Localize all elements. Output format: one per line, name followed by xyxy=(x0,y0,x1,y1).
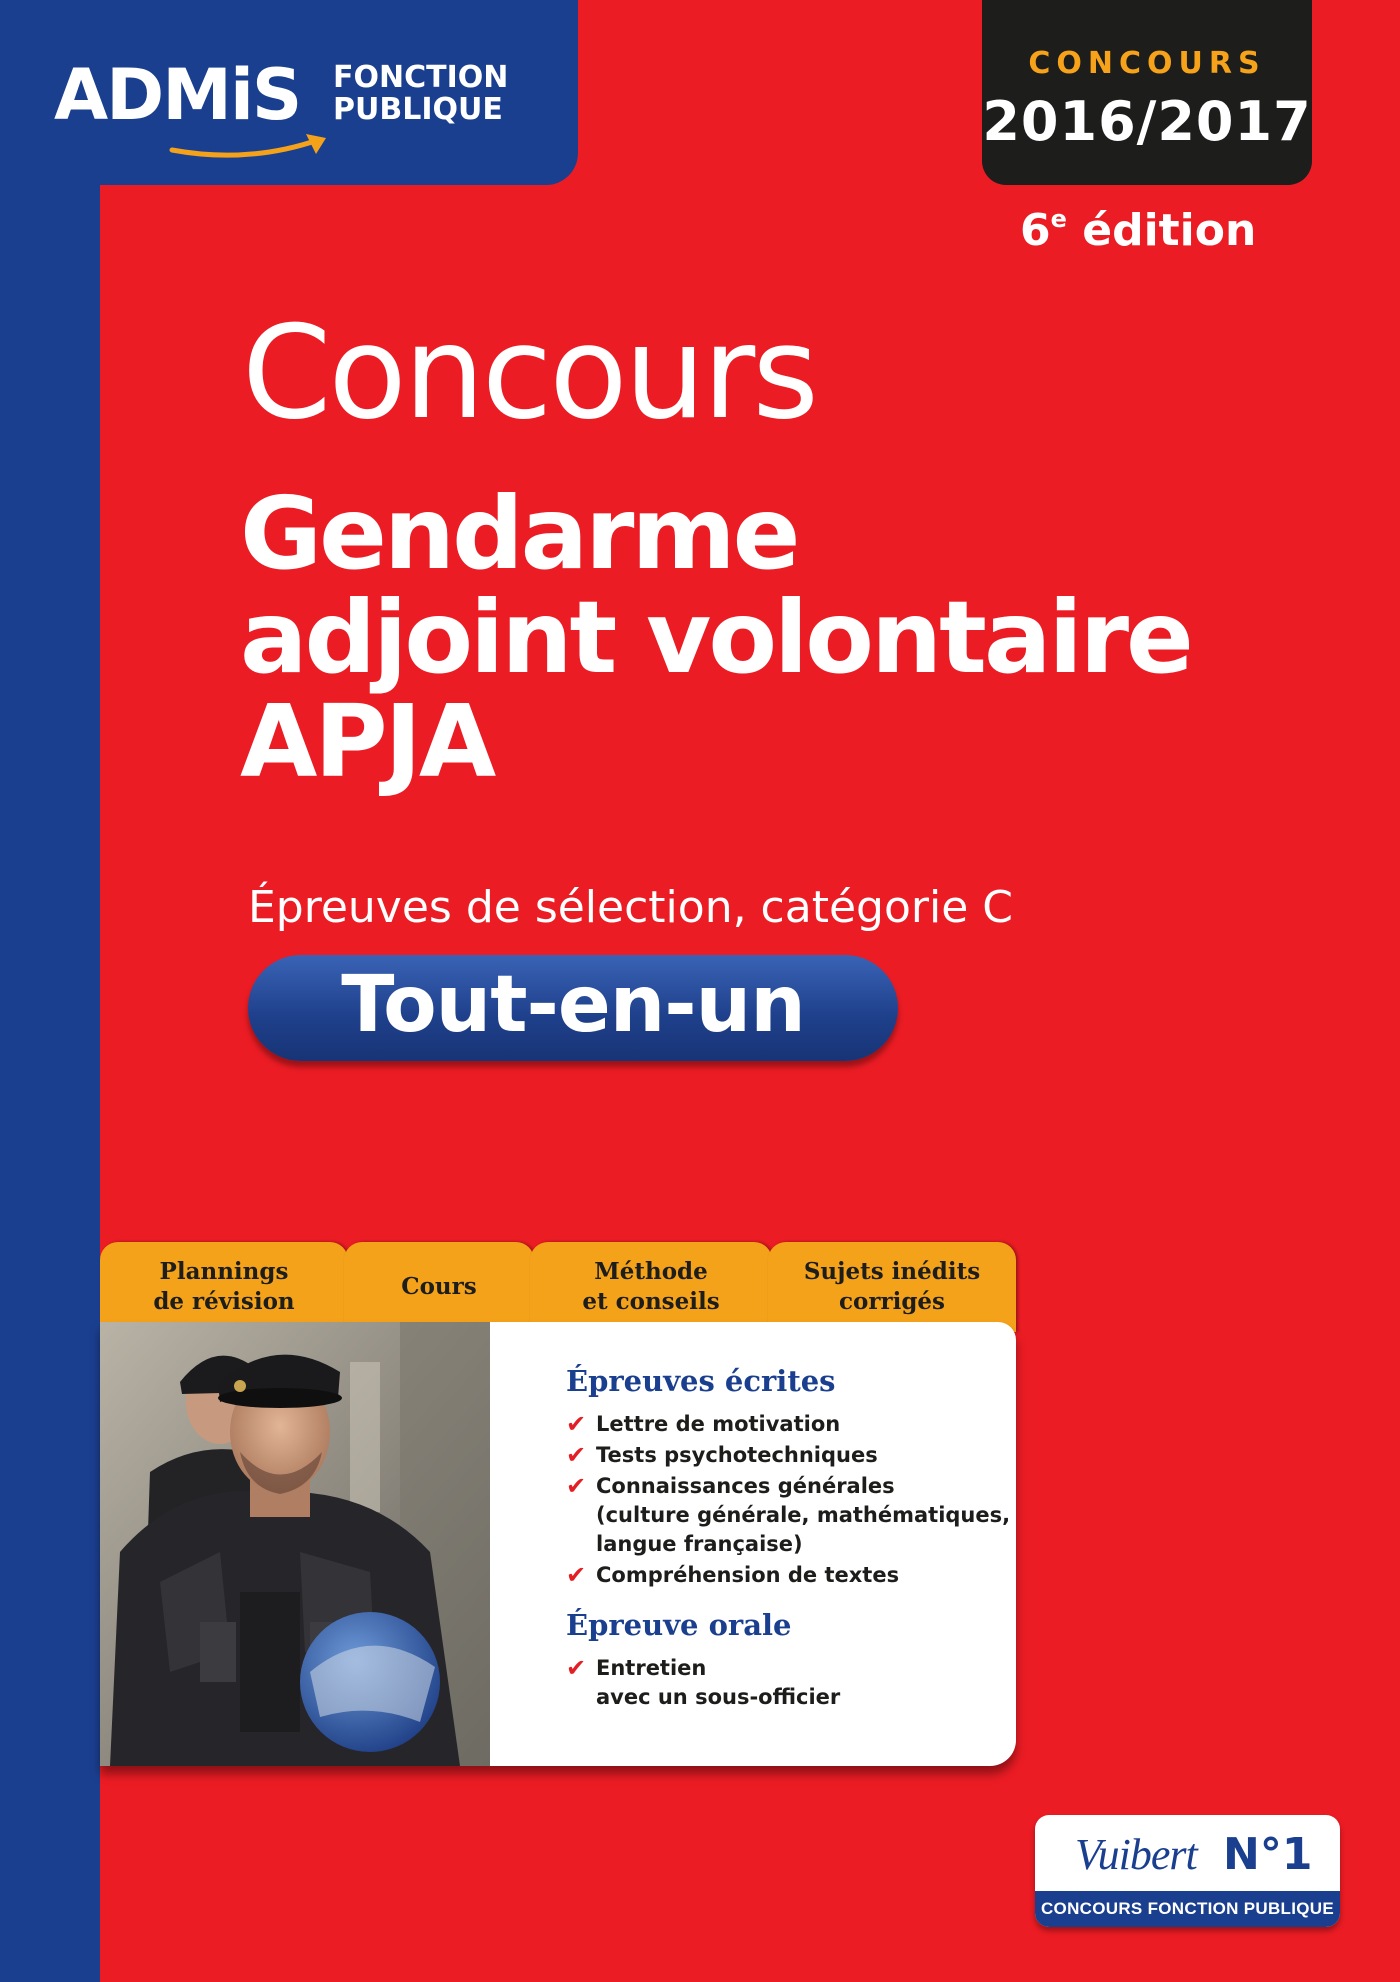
tab-methode-line2: et conseils xyxy=(582,1288,720,1315)
publisher-tagline: CONCOURS FONCTION PUBLIQUE xyxy=(1035,1891,1340,1927)
edition-word: édition xyxy=(1066,205,1257,256)
list-item xyxy=(566,1654,1006,1712)
tab-methode-line1: Méthode xyxy=(594,1258,708,1285)
oral-exam-title: Épreuve orale xyxy=(566,1608,792,1642)
tab-plannings xyxy=(100,1242,348,1332)
item-text: Tests psychotechniques xyxy=(596,1443,878,1467)
vuibert-logo: Vuibert xyxy=(1075,1830,1197,1879)
tab-cours-line1: Cours xyxy=(401,1273,477,1300)
item-text-line3: langue française) xyxy=(596,1532,803,1556)
tab-plannings-line1: Plannings xyxy=(159,1258,289,1285)
tout-en-un-text: Tout-en-un xyxy=(341,960,805,1050)
tab-methode xyxy=(530,1242,772,1332)
list-item xyxy=(566,1410,1006,1439)
admis-subtitle-line1: FONCTION xyxy=(333,60,509,95)
list-item xyxy=(566,1472,1011,1559)
tab-cours xyxy=(344,1242,534,1332)
feature-tabs xyxy=(100,1242,1016,1332)
arrow-swoosh-icon xyxy=(168,128,338,162)
title-concours: Concours xyxy=(242,299,816,448)
tab-plannings-line2: de révision xyxy=(153,1288,295,1315)
check-icon: ✔ xyxy=(566,1561,587,1589)
tab-sujets xyxy=(768,1242,1016,1332)
item-text: Entretien xyxy=(596,1656,707,1680)
main-title-line1: Gendarme xyxy=(240,475,798,592)
publisher-badge xyxy=(1035,1815,1340,1927)
number-one-label: N°1 xyxy=(1223,1829,1313,1880)
blue-spine-band xyxy=(0,0,100,1982)
list-item xyxy=(566,1441,1006,1470)
gendarme-photo xyxy=(100,1322,490,1766)
admis-logo: ADMiS xyxy=(54,54,301,136)
main-title xyxy=(240,475,1191,800)
check-icon: ✔ xyxy=(566,1654,587,1682)
check-icon: ✔ xyxy=(566,1441,587,1469)
tab-sujets-line1: Sujets inédits xyxy=(803,1258,981,1285)
check-icon: ✔ xyxy=(566,1472,587,1500)
concours-label: CONCOURS xyxy=(1028,46,1266,81)
item-text-line2: (culture générale, mathématiques, xyxy=(596,1503,1011,1527)
list-item xyxy=(566,1561,1006,1590)
edition-number: 6 xyxy=(1020,205,1051,256)
main-title-line2: adjoint volontaire xyxy=(240,579,1191,696)
tout-en-un-badge xyxy=(248,955,898,1061)
admis-subtitle-line2: PUBLIQUE xyxy=(333,92,503,127)
concours-year-box xyxy=(982,0,1312,185)
admis-logo-block xyxy=(0,0,578,185)
written-exams-title: Épreuves écrites xyxy=(566,1364,836,1398)
item-text: Compréhension de textes xyxy=(596,1563,900,1587)
item-text: Connaissances générales xyxy=(596,1474,895,1498)
item-text-line2: avec un sous-officier xyxy=(596,1685,841,1709)
edition-superscript: e xyxy=(1050,205,1067,233)
tab-sujets-line2: corrigés xyxy=(839,1288,945,1315)
item-text: Lettre de motivation xyxy=(596,1412,841,1436)
admis-subtitle xyxy=(333,62,508,126)
check-icon: ✔ xyxy=(566,1410,587,1438)
edition-label xyxy=(1020,205,1256,256)
concours-year: 2016/2017 xyxy=(982,90,1312,153)
contents-list xyxy=(566,1364,1011,1714)
main-title-line3: APJA xyxy=(240,683,494,800)
content-panel xyxy=(100,1322,1016,1766)
subtitle: Épreuves de sélection, catégorie C xyxy=(248,882,1013,933)
